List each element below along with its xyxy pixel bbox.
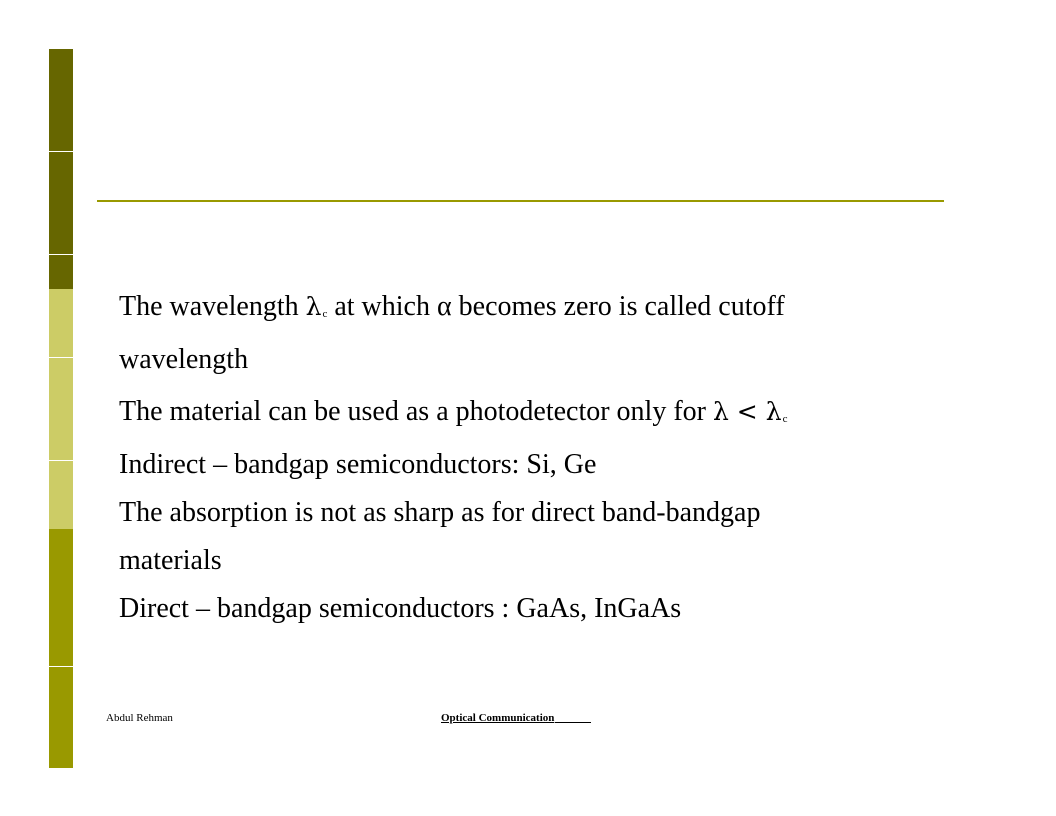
bar-segment [49, 461, 73, 529]
body-line-1 [119, 284, 959, 337]
lambda-symbol: λ [305, 292, 322, 321]
title-divider [97, 200, 944, 202]
subscript-c: c [782, 413, 788, 425]
body-line-5: The absorption is not as sharp as for direct band-bandgap [119, 497, 761, 528]
body-line-7: Direct – bandgap semiconductors : GaAs, InGaAs [119, 593, 682, 624]
text-run: The wavelength [119, 291, 306, 322]
slide-body [119, 284, 959, 632]
body-line-2: wavelength [119, 344, 249, 375]
text-run: at which α becomes zero is called cutoff [327, 291, 785, 322]
bar-segment [49, 667, 73, 768]
bar-segment [49, 255, 73, 289]
bar-segment [49, 358, 73, 460]
bar-segment [49, 289, 73, 357]
side-decoration-bar [49, 49, 73, 768]
footer-author: Abdul Rehman [106, 712, 173, 724]
lambda-symbol: λ [713, 397, 729, 426]
bar-segment [49, 49, 73, 151]
text-run: The material can be used as a photodetector only for [119, 396, 713, 427]
body-line-6: materials [119, 545, 222, 576]
less-than-symbol: < [728, 397, 766, 426]
lambda-symbol: λ [765, 397, 782, 426]
body-line-3 [119, 389, 959, 442]
footer-underline [555, 722, 591, 723]
footer-course [441, 712, 591, 724]
bar-segment [49, 152, 73, 254]
body-line-4: Indirect – bandgap semiconductors: Si, Ge [119, 449, 597, 480]
footer-course-label: Optical Communication [441, 712, 555, 724]
bar-segment [49, 529, 73, 666]
subscript-c: c [322, 308, 328, 320]
